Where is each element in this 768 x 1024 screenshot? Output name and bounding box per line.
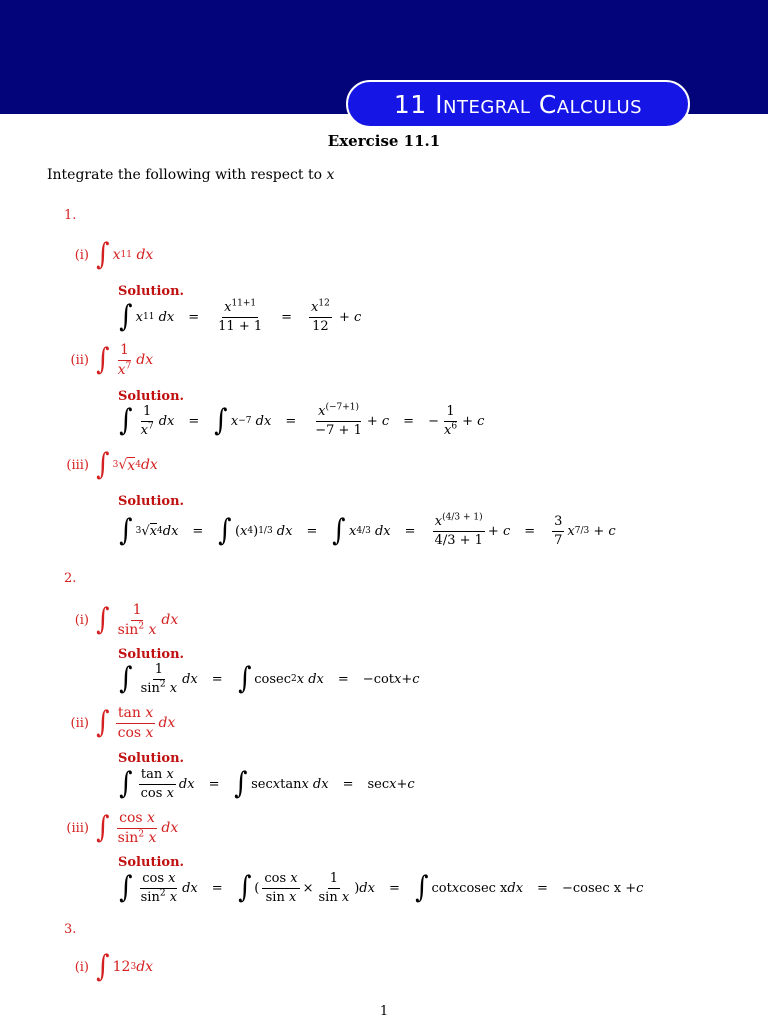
solution-label: Solution.	[118, 647, 185, 662]
solution-label: Solution.	[118, 284, 185, 299]
question-number-2: 2.	[64, 571, 77, 586]
question-number-1: 1.	[64, 208, 77, 223]
solution-label: Solution.	[118, 494, 185, 509]
solution-2-iii: ∫ $\frac{\text{cos x}}{\sin^2 x}$ dx = ∫ ( $\frac{\text{cos x}}{\text{sin x}}$ × $\frac{1}{\text{sin x}}$ ) dx = ∫ cot x cosec x dx = −cosec x + c	[119, 870, 644, 906]
question-2-part-i: (i) ∫ $\frac{1}{\sin^2 x}$ dx	[74, 602, 179, 638]
question-number-3: 3.	[64, 922, 77, 937]
question-2-part-iii: (iii) ∫ $\frac{\text{cos x}}{\sin^2 x}$ dx	[66, 810, 179, 846]
chapter-title: 11 Integral Calculus	[346, 80, 690, 128]
page-number: 1	[379, 1004, 389, 1019]
intro-text: Integrate the following with respect to x	[47, 167, 335, 183]
solution-2-ii: ∫ $\frac{\text{tan x}}{\text{cos x}}$ dx = ∫ sec x tan x dx = sec x + c	[119, 766, 415, 802]
question-1-part-i: (i) ∫ x 11 dx	[74, 237, 154, 272]
solution-1-ii: ∫ $\frac{1}{x^7}$ dx = ∫ x −7 dx = $\frac{x^{(-7+1)}}{-7 + 1}$ + c = − $\frac{1}{x^6}$ + c	[119, 402, 485, 439]
solution-label: Solution.	[118, 389, 185, 404]
solution-label: Solution.	[118, 751, 185, 766]
solution-1-i: ∫ x 11 dx = $\frac{x^{11+1}}{11 + 1}$ = $\frac{x^{12}}{12}$ + c	[119, 298, 362, 335]
solution-label: Solution.	[118, 855, 185, 870]
question-1-part-iii: (iii) ∫ 3 √ x 4 dx	[66, 447, 158, 482]
question-3-part-i: (i) ∫ 12 3 dx	[74, 949, 154, 984]
solution-2-i: ∫ $\frac{1}{\sin^2 x}$ dx = ∫ cosec 2 x dx = −cot x + c	[119, 661, 420, 697]
exercise-title: Exercise 11.1	[327, 132, 441, 150]
question-2-part-ii: (ii) ∫ $\frac{\text{tan x}}{\text{cos x}}$ dx	[70, 705, 176, 741]
question-1-part-ii: (ii) ∫ $\frac{1}{x^7}$ dx	[70, 342, 154, 378]
solution-1-iii: ∫ 3 √ x 4 dx = ∫ ( x 4 ) 1/3 dx = ∫ x 4/3 dx = $\frac{x^{(4/3 + 1)}}{4/3 + 1}$ + c = $\frac{3}{7}$ x 7/3 + c	[119, 512, 616, 549]
